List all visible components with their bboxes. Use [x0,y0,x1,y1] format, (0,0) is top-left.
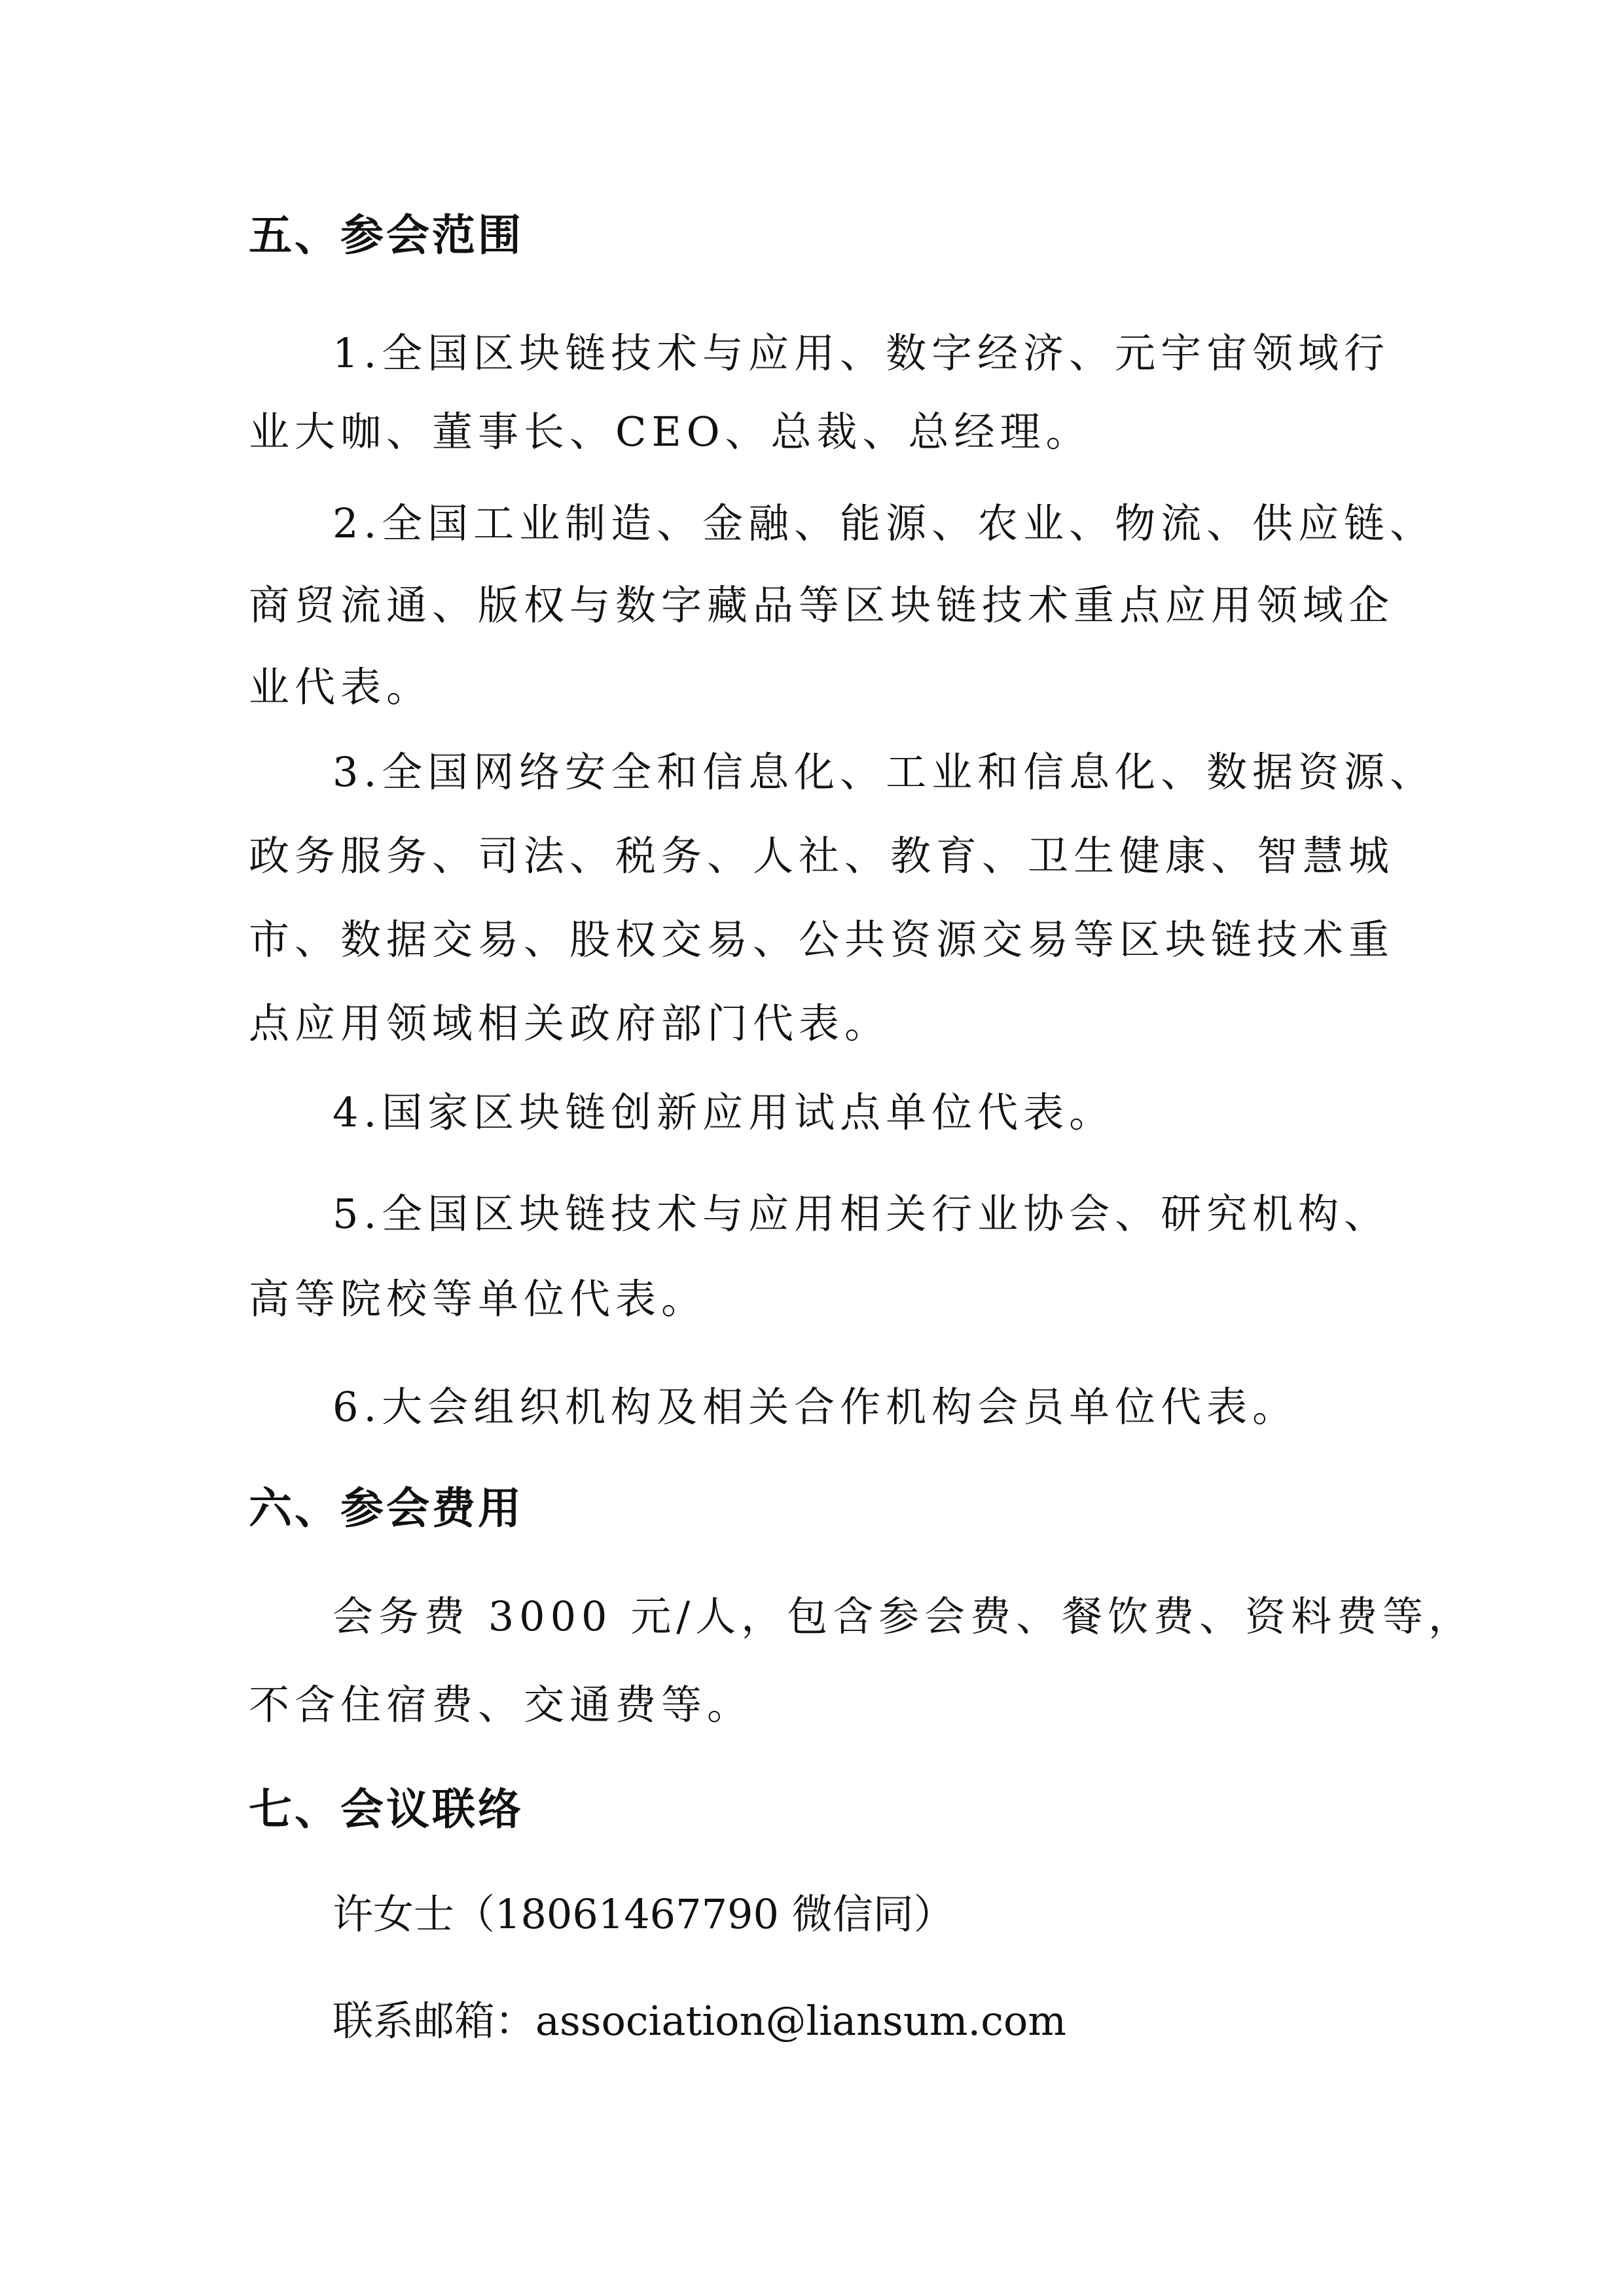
paragraph-line: 3.全国网络安全和信息化、工业和信息化、数据资源、 [333,748,1436,796]
paragraph-line: 6.大会组织机构及相关合作机构会员单位代表。 [333,1383,1299,1431]
paragraph-line: 点应用领域相关政府部门代表。 [249,999,891,1047]
paragraph-line: 业代表。 [249,663,433,711]
paragraph-line: 业大咖、董事长、CEO、总裁、总经理。 [249,408,1092,456]
section-heading-fees: 六、参会费用 [249,1483,524,1534]
paragraph-line: 5.全国区块链技术与应用相关行业协会、研究机构、 [333,1190,1390,1238]
paragraph-line: 联系邮箱：association@liansum.com [333,1997,1067,2045]
paragraph-line: 会务费 3000 元/人，包含参会费、餐饮费、资料费等， [333,1592,1475,1640]
paragraph-line: 不含住宿费、交通费等。 [249,1681,753,1729]
paragraph-line: 许女士（18061467790 微信同） [333,1890,954,1938]
paragraph-line: 政务服务、司法、税务、人社、教育、卫生健康、智慧城 [249,832,1395,880]
section-heading-contact: 七、会议联络 [249,1784,524,1835]
paragraph-line: 4.国家区块链创新应用试点单位代表。 [333,1088,1115,1136]
paragraph-line: 1.全国区块链技术与应用、数字经济、元宇宙领域行 [333,329,1390,377]
paragraph-line: 高等院校等单位代表。 [249,1275,708,1323]
paragraph-line: 2.全国工业制造、金融、能源、农业、物流、供应链、 [333,499,1436,547]
section-heading-participants: 五、参会范围 [249,210,524,260]
paragraph-line: 商贸流通、版权与数字藏品等区块链技术重点应用领域企 [249,581,1395,629]
paragraph-line: 市、数据交易、股权交易、公共资源交易等区块链技术重 [249,916,1395,963]
